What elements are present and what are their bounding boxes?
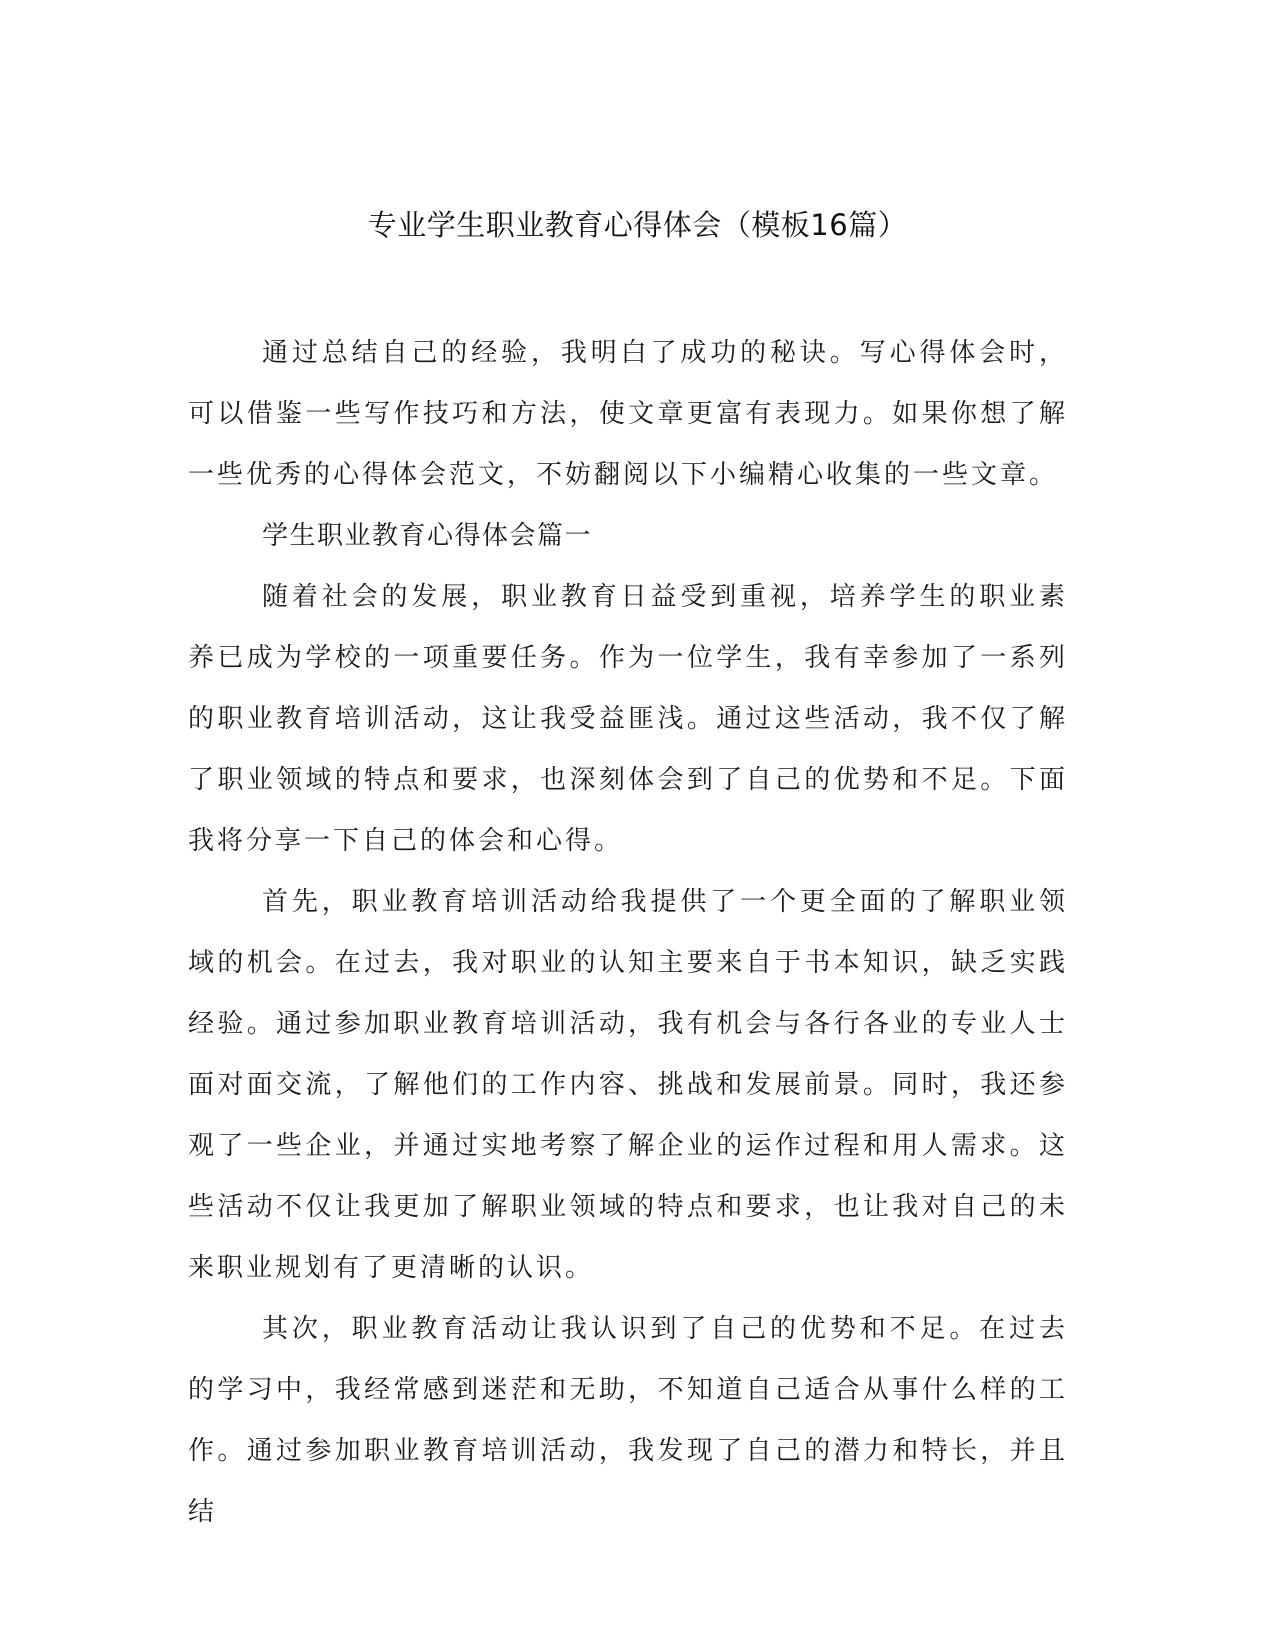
section-heading: 学生职业教育心得体会篇一	[262, 521, 593, 551]
document-title: 专业学生职业教育心得体会（模板16篇）	[367, 208, 908, 242]
intro-paragraph: 通过总结自己的经验，我明白了成功的秘诀。写心得体会时，可以借鉴一些写作技巧和方法，使文章更富有表现力。如果你想了解一些优秀的心得体会范文，不妨翻阅以下小编精心收集的一些文章。	[188, 338, 1068, 490]
body-paragraph: 其次，职业教育活动让我认识到了自己的优势和不足。在过去的学习中，我经常感到迷茫和无助，不知道自己适合从事什么样的工作。通过参加职业教育培训活动，我发现了自己的潜力和特长，并且结	[188, 1314, 1068, 1527]
body-paragraph: 首先，职业教育培训活动给我提供了一个更全面的了解职业领域的机会。在过去，我对职业的认知主要来自于书本知识，缺乏实践经验。通过参加职业教育培训活动，我有机会与各行各业的专业人士面对面交流，了解他们的工作内容、挑战和发展前景。同时，我还参观了一些企业，并通过实地考察了解企业的运作过程和用人需求。这些活动不仅让我更加了解职业领域的特点和要求，也让我对自己的未来职业规划有了更清晰的认识。	[188, 887, 1068, 1283]
document-body	[188, 323, 1068, 1543]
body-paragraph: 随着社会的发展，职业教育日益受到重视，培养学生的职业素养已成为学校的一项重要任务。作为一位学生，我有幸参加了一系列的职业教育培训活动，这让我受益匪浅。通过这些活动，我不仅了解了职业领域的特点和要求，也深刻体会到了自己的优势和不足。下面我将分享一下自己的体会和心得。	[188, 582, 1068, 856]
